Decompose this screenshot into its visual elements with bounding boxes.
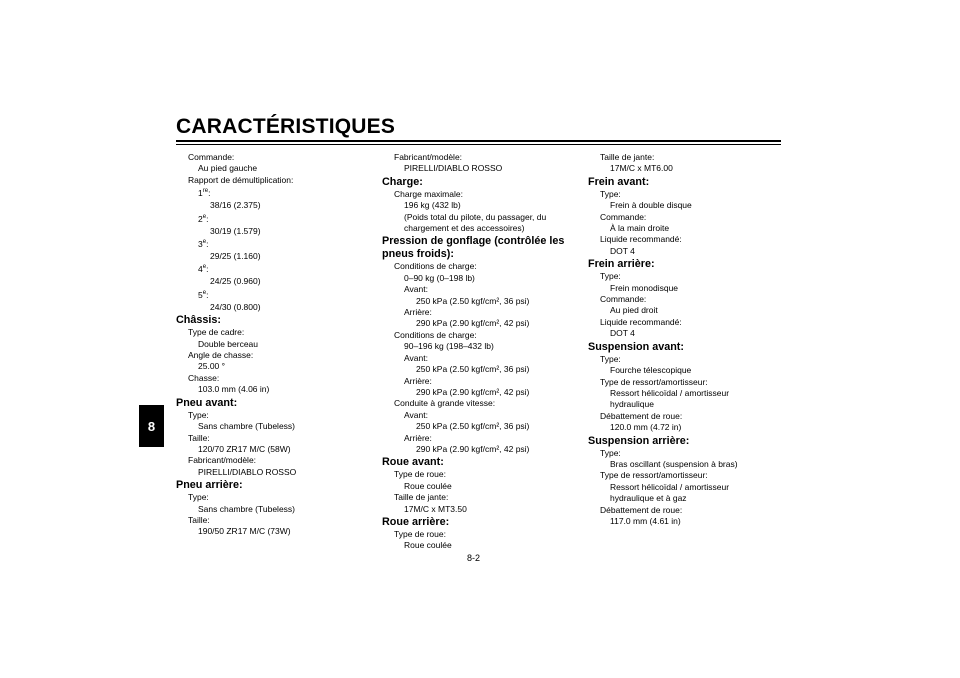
cond1-arriere-label: Arrière: xyxy=(404,307,432,318)
par-taille-value: 190/50 ZR17 M/C (73W) xyxy=(198,526,291,537)
cond3-arriere-label: Arrière: xyxy=(404,432,432,443)
section-heading-frein-avant: Frein avant: xyxy=(588,175,650,188)
cond1-avant-label: Avant: xyxy=(404,284,428,295)
section-heading-pneu-arriere: Pneu arrière: xyxy=(176,479,243,492)
section-heading-pression: Pression de gonflage (contrôlée les pneus froids): xyxy=(382,235,565,261)
section-heading-suspension-arriere: Suspension arrière: xyxy=(588,434,690,447)
column-3 xyxy=(588,152,778,527)
par-taille-label: Taille: xyxy=(188,514,210,525)
rapport-label: Rapport de démultiplication: xyxy=(188,174,294,185)
cond2-arriere-value: 290 kPa (2.90 kgf/cm², 42 psi) xyxy=(416,386,530,397)
gear-1-value: 38/16 (2.375) xyxy=(210,200,261,211)
column-1 xyxy=(176,152,366,538)
cond3-avant-value: 250 kPa (2.50 kgf/cm², 36 psi) xyxy=(416,421,530,432)
pav-fab-label: Fabricant/modèle: xyxy=(188,455,257,466)
cadre-label: Type de cadre: xyxy=(188,327,245,338)
charge-max-value: 196 kg (432 lb) xyxy=(404,200,461,211)
sav-ressort-value: Ressort hélicoïdal / amortisseur hydraulique xyxy=(610,387,730,410)
gear-2-label: 2e: xyxy=(198,213,209,224)
sav-type-label: Type: xyxy=(600,353,621,364)
fav-type-value: Frein à double disque xyxy=(610,200,692,211)
far-cmd-value: Au pied droit xyxy=(610,305,658,316)
section-heading-suspension-avant: Suspension avant: xyxy=(588,340,684,353)
gear-3-value: 29/25 (1.160) xyxy=(210,251,261,262)
cadre-value: Double berceau xyxy=(198,338,259,349)
section-heading-pneu-avant: Pneu avant: xyxy=(176,396,238,409)
sar-deb-label: Débattement de roue: xyxy=(600,504,683,515)
cond1-label: Conditions de charge: xyxy=(394,261,477,272)
par-type-value: Sans chambre (Tubeless) xyxy=(198,503,296,514)
fav-cmd-value: À la main droite xyxy=(610,223,670,234)
gear-4-value: 24/25 (0.960) xyxy=(210,276,261,287)
jante-value: 17M/C x MT6.00 xyxy=(610,163,673,174)
section-heading-frein-arriere: Frein arrière: xyxy=(588,258,655,271)
sar-ressort-label: Type de ressort/amortisseur: xyxy=(600,470,708,481)
far-liq-label: Liquide recommandé: xyxy=(600,316,682,327)
fav-cmd-label: Commande: xyxy=(600,211,647,222)
gear-5-label: 5e: xyxy=(198,289,209,300)
section-heading-roue-avant: Roue avant: xyxy=(382,456,444,469)
fav-liq-value: DOT 4 xyxy=(610,245,635,256)
fav-type-label: Type: xyxy=(600,188,621,199)
cond2-avant-value: 250 kPa (2.50 kgf/cm², 36 psi) xyxy=(416,364,530,375)
cond3-avant-label: Avant: xyxy=(404,409,428,420)
rav-jante-value: 17M/C x MT3.50 xyxy=(404,503,467,514)
fab-label: Fabricant/modèle: xyxy=(394,152,463,162)
cond2-avant-label: Avant: xyxy=(404,352,428,363)
rar-type-label: Type de roue: xyxy=(394,528,446,539)
pav-taille-value: 120/70 ZR17 M/C (58W) xyxy=(198,443,291,454)
far-type-label: Type: xyxy=(600,271,621,282)
chasse-label: Chasse: xyxy=(188,372,220,383)
rav-type-value: Roue coulée xyxy=(404,480,452,491)
jante-label: Taille de jante: xyxy=(600,152,655,162)
sar-type-value: Bras oscillant (suspension à bras) xyxy=(610,458,738,469)
section-heading-charge: Charge: xyxy=(382,175,423,188)
rav-jante-label: Taille de jante: xyxy=(394,492,449,503)
fab-value: PIRELLI/DIABLO ROSSO xyxy=(404,163,503,174)
cond1-arriere-value: 290 kPa (2.90 kgf/cm², 42 psi) xyxy=(416,318,530,329)
chasse-angle-label: Angle de chasse: xyxy=(188,350,254,361)
far-type-value: Frein monodisque xyxy=(610,282,679,293)
gear-3-label: 3e: xyxy=(198,239,209,250)
cond1-avant-value: 250 kPa (2.50 kgf/cm², 36 psi) xyxy=(416,295,530,306)
title-rule-thin xyxy=(176,144,781,145)
gear-1-label: 1re: xyxy=(198,188,211,199)
page-number: 8-2 xyxy=(467,553,481,563)
rar-type-value: Roue coulée xyxy=(404,540,452,551)
par-type-label: Type: xyxy=(188,492,209,503)
pav-type-value: Sans chambre (Tubeless) xyxy=(198,421,296,432)
rav-type-label: Type de roue: xyxy=(394,469,446,480)
title-rule-thick xyxy=(176,140,781,142)
pav-fab-value: PIRELLI/DIABLO ROSSO xyxy=(198,466,297,477)
chapter-tab: 8 xyxy=(139,405,164,447)
cond2-label: Conditions de charge: xyxy=(394,329,477,340)
gear-4-label: 4e: xyxy=(198,264,209,275)
cond3-arriere-value: 290 kPa (2.90 kgf/cm², 42 psi) xyxy=(416,443,530,454)
pav-taille-label: Taille: xyxy=(188,432,210,443)
chasse-value: 103.0 mm (4.06 in) xyxy=(198,384,270,395)
gear-5-value: 24/30 (0.800) xyxy=(210,301,261,312)
sar-ressort-value: Ressort hélicoïdal / amortisseur hydraulique et à gaz xyxy=(610,481,730,504)
sav-type-value: Fourche télescopique xyxy=(610,365,692,376)
sav-ressort-label: Type de ressort/amortisseur: xyxy=(600,376,708,387)
fav-liq-label: Liquide recommandé: xyxy=(600,234,682,245)
section-heading-roue-arriere: Roue arrière: xyxy=(382,515,450,528)
sav-deb-value: 120.0 mm (4.72 in) xyxy=(610,422,682,433)
gear-2-value: 30/19 (1.579) xyxy=(210,225,261,236)
chasse-angle-value: 25.00 ° xyxy=(198,361,226,372)
cond2-arriere-label: Arrière: xyxy=(404,375,432,386)
sar-deb-value: 117.0 mm (4.61 in) xyxy=(610,515,681,526)
far-liq-value: DOT 4 xyxy=(610,328,635,339)
section-heading-chassis: Châssis: xyxy=(176,314,222,327)
commande-label: Commande: xyxy=(188,152,235,162)
sar-type-label: Type: xyxy=(600,447,621,458)
cond1-range: 0–90 kg (0–198 lb) xyxy=(404,272,475,283)
far-cmd-label: Commande: xyxy=(600,294,647,305)
commande-value: Au pied gauche xyxy=(198,163,258,174)
cond3-label: Conduite à grande vitesse: xyxy=(394,398,496,409)
column-2 xyxy=(382,152,572,552)
sav-deb-label: Débattement de roue: xyxy=(600,410,683,421)
page-title: CARACTÉRISTIQUES xyxy=(176,115,396,138)
cond2-range: 90–196 kg (198–432 lb) xyxy=(404,341,494,352)
charge-note: (Poids total du pilote, du passager, du chargement et des accessoires) xyxy=(404,211,547,234)
pav-type-label: Type: xyxy=(188,409,209,420)
charge-max-label: Charge maximale: xyxy=(394,188,463,199)
